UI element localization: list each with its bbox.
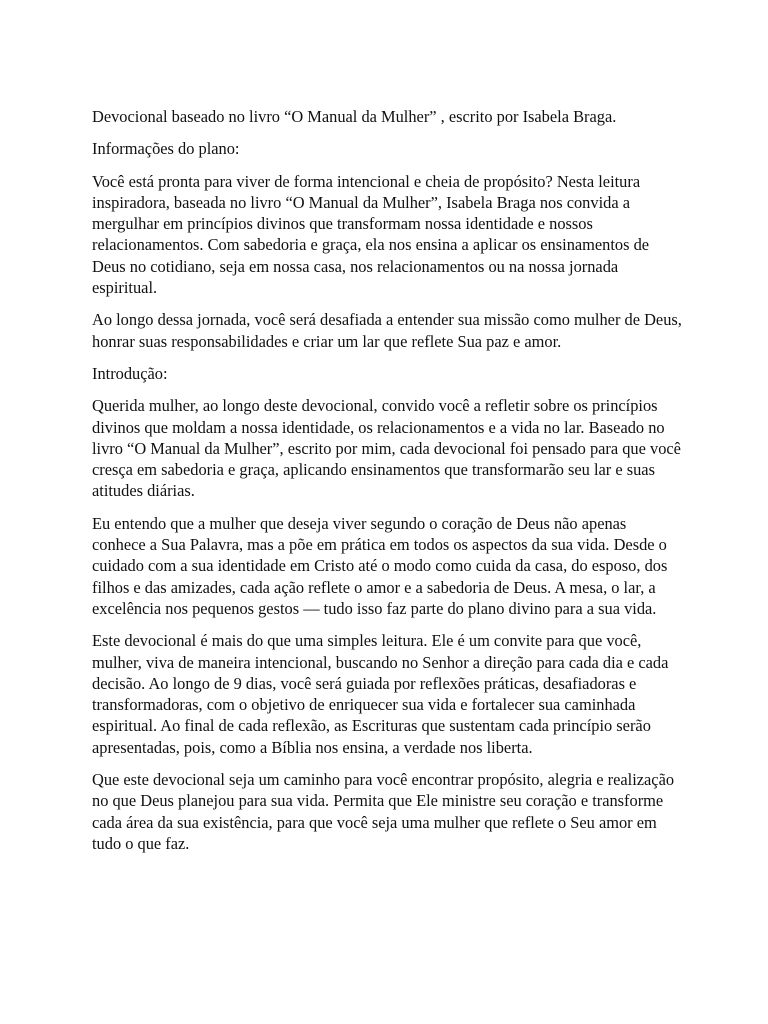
paragraph-introduction-2: Eu entendo que a mulher que deseja viver segundo o coração de Deus não apenas conhece a Sua Palavra, mas a põe em prática em todos os aspectos da sua vida. Desde o cuidado com a sua identidade em Cristo até o modo como cuida da casa, do esposo, dos filhos e das amizades, cada ação reflete o amor e a sabedoria de Deus. A mesa, o lar, a excelência nos pequenos gestos — tudo isso faz parte do plano divino para a sua vida. (92, 513, 668, 618)
intro-line: Devocional baseado no livro “O Manual da Mulher” , escrito por Isabela Braga. (92, 107, 617, 126)
section-heading-introduction: Introdução: (92, 363, 168, 383)
section-heading-plan-info: Informações do plano: (92, 139, 240, 159)
paragraph-plan-journey: Ao longo dessa jornada, você será desafiada a entender sua missão como mulher de Deus, honrar suas responsabilidades e criar um lar que reflete Sua paz e amor. (92, 310, 682, 351)
document-page (92, 106, 682, 865)
paragraph-plan-description: Você está pronta para viver de forma intencional e cheia de propósito? Nesta leitura inspiradora, baseada no livro “O Manual da Mulher”, Isabela Braga nos convida a mergulhar em princípios divinos que transformam nossa identidade e nossos relacionamentos. Com sabedoria e graça, ela nos ensina a aplicar os ensinamentos de Deus no cotidiano, seja em nossa casa, nos relacionamentos ou na nossa jornada espiritual. (92, 171, 650, 298)
paragraph-introduction-1: Querida mulher, ao longo deste devocional, convido você a refletir sobre os princípios divinos que moldam a nossa identidade, os relacionamentos e a vida no lar. Baseado no livro “O Manual da Mulher”, escrito por mim, cada devocional foi pensado para que você cresça em sabedoria e graça, aplicando ensinamentos que transformarão seu lar e suas atitudes diárias. (92, 396, 681, 501)
paragraph-introduction-3: Este devocional é mais do que uma simples leitura. Ele é um convite para que você, mulher, viva de maneira intencional, buscando no Senhor a direção para cada dia e cada decisão. Ao longo de 9 dias, você será guiada por reflexões práticas, desafiadoras e transformadoras, com o objetivo de enriquecer sua vida e fortalecer sua caminhada espiritual. Ao final de cada reflexão, as Escrituras que sustentam cada princípio serão apresentadas, pois, como a Bíblia nos ensina, a verdade nos liberta. (92, 631, 669, 757)
paragraph-introduction-4: Que este devocional seja um caminho para você encontrar propósito, alegria e realização no que Deus planejou para sua vida. Permita que Ele ministre seu coração e transforme cada área da sua existência, para que você seja uma mulher que reflete o Seu amor em tudo o que faz. (92, 770, 675, 853)
